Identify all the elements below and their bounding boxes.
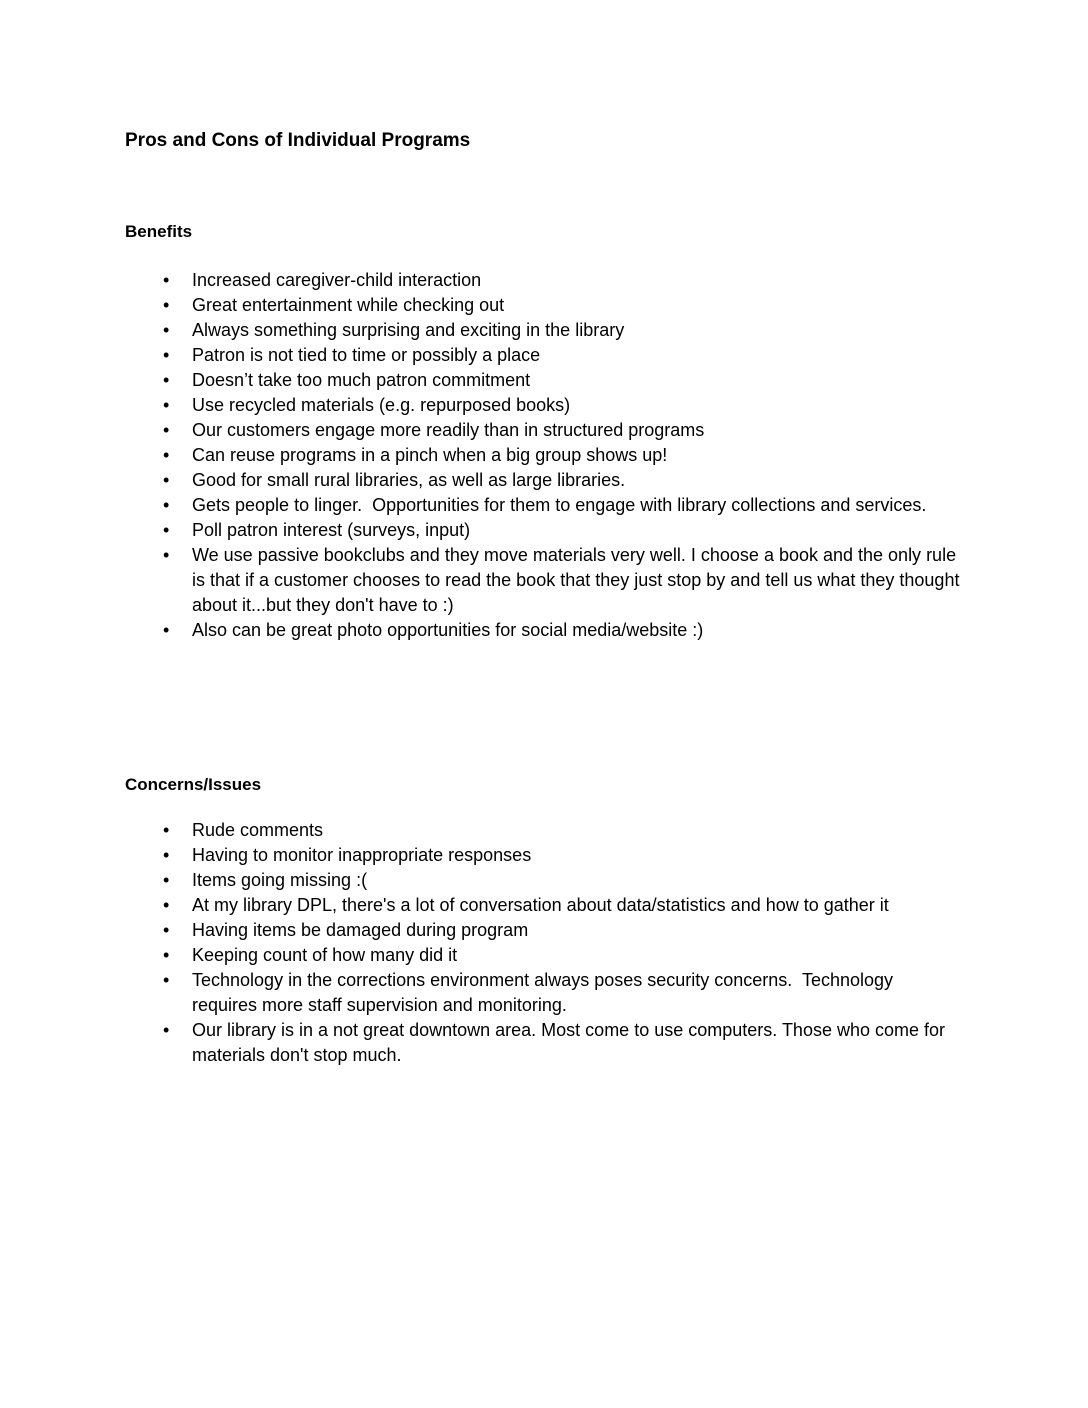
bullet-item: • Also can be great photo opportunities for social media/website :): [125, 618, 962, 643]
document-title: Pros and Cons of Individual Programs: [125, 130, 471, 151]
bullet-item: • Increased caregiver-child interaction: [125, 268, 962, 293]
bullet-item: • Patron is not tied to time or possibly a place: [125, 343, 962, 368]
bullet-item: • We use passive bookclubs and they move materials very well. I choose a book and the only rule is that if a customer chooses to read the book that they just stop by and tell us what they thought about it...but they don't have to :): [125, 543, 962, 618]
benefits-list: [125, 268, 970, 643]
section-heading-benefits: Benefits: [125, 222, 193, 241]
section-heading-concerns: Concerns/Issues: [125, 775, 262, 794]
bullet-item: • Use recycled materials (e.g. repurposed books): [125, 393, 962, 418]
bullet-item: • Good for small rural libraries, as well as large libraries.: [125, 468, 962, 493]
bullet-item: • Doesn’t take too much patron commitment: [125, 368, 962, 393]
bullet-item: • Always something surprising and exciting in the library: [125, 318, 962, 343]
bullet-item: • Can reuse programs in a pinch when a big group shows up!: [125, 443, 962, 468]
bullet-item: • Rude comments: [125, 818, 962, 843]
bullet-item: • Great entertainment while checking out: [125, 293, 962, 318]
bullet-item: • Items going missing :(: [125, 868, 962, 893]
bullet-item: • Keeping count of how many did it: [125, 943, 962, 968]
bullet-item: • Our customers engage more readily than in structured programs: [125, 418, 962, 443]
bullet-item: • Having to monitor inappropriate responses: [125, 843, 962, 868]
bullet-item: • Our library is in a not great downtown area. Most come to use computers. Those who come for materials don't stop much.: [125, 1018, 962, 1068]
bullet-item: • Having items be damaged during program: [125, 918, 962, 943]
bullet-item: • Poll patron interest (surveys, input): [125, 518, 962, 543]
concerns-list: [125, 818, 970, 1068]
bullet-item: • Gets people to linger. Opportunities for them to engage with library collections and services.: [125, 493, 962, 518]
bullet-item: • Technology in the corrections environment always poses security concerns. Technology requires more staff supervision and monitoring.: [125, 968, 962, 1018]
bullet-item: • At my library DPL, there's a lot of conversation about data/statistics and how to gather it: [125, 893, 962, 918]
